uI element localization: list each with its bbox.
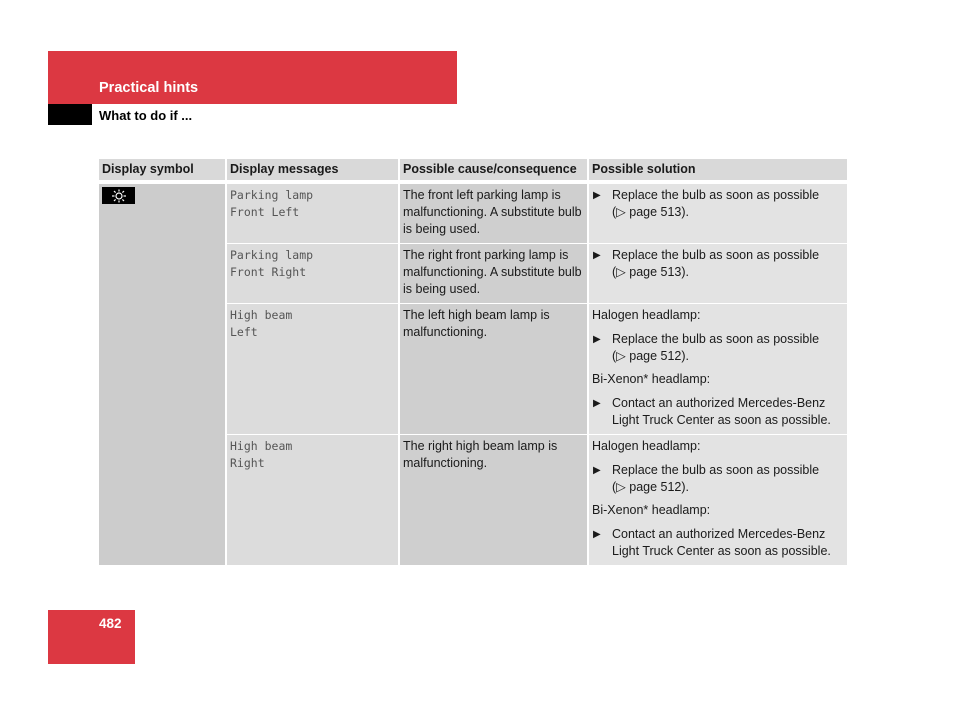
section-title: Practical hints: [99, 80, 199, 96]
cause-cell: The right high beam lamp is malfunctioning.: [399, 435, 588, 566]
solution-step: [592, 462, 844, 496]
message-line: High beam: [230, 308, 293, 322]
message-line: High beam: [230, 439, 293, 453]
lamp-icon: [102, 187, 135, 204]
solution-text: Replace the bulb as soon as possible: [612, 332, 820, 346]
display-symbol-cell: [99, 182, 226, 566]
solution-step: [592, 187, 844, 221]
solution-cell: [588, 435, 847, 566]
solution-text: Light Truck Center as soon as possible.: [612, 544, 831, 558]
message-line: Parking lamp: [230, 188, 314, 202]
table-header-row: [99, 159, 847, 182]
message-line: Right: [230, 456, 265, 470]
solution-label: Bi-Xenon* headlamp:: [592, 372, 711, 386]
solution-step: [592, 395, 844, 429]
table-row: [99, 182, 847, 244]
solution-step: [592, 526, 844, 560]
page-reference: (▷ page 512).: [612, 349, 690, 363]
display-message-cell: [226, 304, 399, 435]
page-number-box: [48, 610, 135, 664]
page-reference: (▷ page 512).: [612, 480, 690, 494]
solution-text: Replace the bulb as soon as possible: [612, 463, 820, 477]
cause-cell: The left high beam lamp is malfunctioning.: [399, 304, 588, 435]
display-message-cell: [226, 435, 399, 566]
solution-label: Halogen headlamp:: [592, 439, 701, 453]
bullet-icon: ▶: [593, 190, 601, 201]
hints-table: [99, 159, 847, 566]
message-line: Front Right: [230, 265, 307, 279]
message-line: Parking lamp: [230, 248, 314, 262]
col-header-solution: Possible solution: [588, 159, 847, 182]
display-message-cell: [226, 244, 399, 304]
bullet-icon: ▶: [593, 250, 601, 261]
page-reference: (▷ page 513).: [612, 265, 690, 279]
col-header-cause: Possible cause/consequence: [399, 159, 588, 182]
section-tab: [48, 104, 92, 125]
solution-step: [592, 247, 844, 281]
solution-text: Contact an authorized Mercedes-Benz: [612, 527, 826, 541]
header-bar: [48, 51, 457, 104]
page-reference: (▷ page 513).: [612, 205, 690, 219]
subsection-title: What to do if ...: [99, 108, 193, 123]
bullet-icon: ▶: [593, 465, 601, 476]
page-number: 482: [99, 616, 122, 631]
solution-label: Bi-Xenon* headlamp:: [592, 503, 711, 517]
bullet-icon: ▶: [593, 529, 601, 540]
solution-text: Light Truck Center as soon as possible.: [612, 413, 831, 427]
solution-step: [592, 331, 844, 365]
cause-cell: The right front parking lamp is malfunctioning. A substitute bulb is being used.: [399, 244, 588, 304]
message-line: Left: [230, 325, 258, 339]
display-message-cell: [226, 182, 399, 244]
solution-cell: [588, 244, 847, 304]
cause-cell: The front left parking lamp is malfunctioning. A substitute bulb is being used.: [399, 182, 588, 244]
solution-label: Halogen headlamp:: [592, 308, 701, 322]
message-line: Front Left: [230, 205, 300, 219]
solution-text: Replace the bulb as soon as possible: [612, 248, 820, 262]
bullet-icon: ▶: [593, 398, 601, 409]
bullet-icon: ▶: [593, 334, 601, 345]
solution-cell: [588, 304, 847, 435]
col-header-symbol: Display symbol: [99, 159, 226, 182]
col-header-messages: Display messages: [226, 159, 399, 182]
solution-cell: [588, 182, 847, 244]
solution-text: Replace the bulb as soon as possible: [612, 188, 820, 202]
solution-text: Contact an authorized Mercedes-Benz: [612, 396, 826, 410]
